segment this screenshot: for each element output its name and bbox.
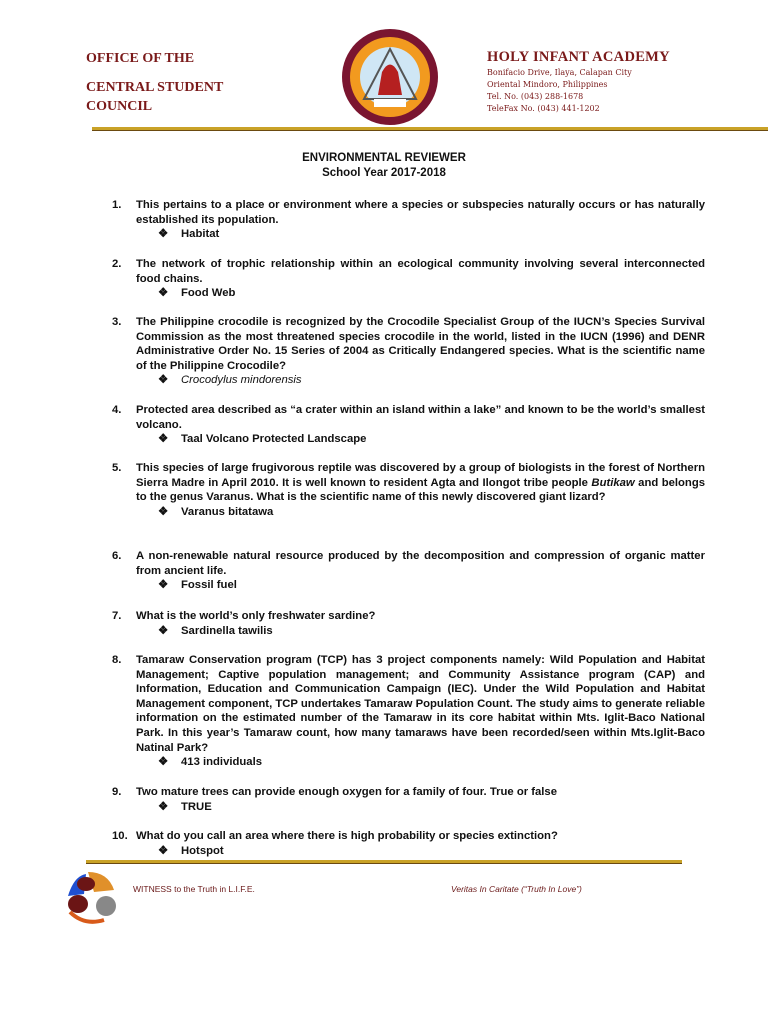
office-line-3: COUNCIL — [86, 99, 153, 114]
bullet-icon: ❖ — [158, 756, 169, 769]
answer — [158, 844, 705, 859]
question-number: 7. — [112, 610, 122, 622]
footer-latin-motto: Veritas In Caritate (“Truth In Love”) — [451, 884, 582, 894]
question-number: 3. — [112, 316, 122, 328]
document-title: ENVIRONMENTAL REVIEWER — [302, 152, 466, 164]
question-number: 5. — [112, 462, 122, 474]
answer — [158, 755, 705, 770]
question-number: 4. — [112, 404, 122, 416]
question-number: 10. — [112, 830, 128, 842]
question-text — [136, 461, 705, 505]
footer-motto: WITNESS to the Truth in L.I.F.E. — [133, 884, 255, 894]
question-item — [112, 609, 705, 638]
answer — [158, 286, 705, 301]
school-seal-logo — [340, 27, 440, 127]
bullet-icon: ❖ — [158, 374, 169, 387]
question-item — [112, 403, 705, 447]
question-item — [112, 461, 705, 519]
answer-text: Habitat — [181, 228, 220, 241]
answer — [158, 373, 705, 388]
question-number: 1. — [112, 199, 122, 211]
document-subtitle: School Year 2017-2018 — [322, 167, 446, 179]
bullet-icon: ❖ — [158, 433, 169, 446]
answer-text: Sardinella tawilis — [181, 624, 273, 637]
bullet-icon: ❖ — [158, 624, 169, 637]
answer-text: 413 individuals — [181, 756, 262, 769]
question-text: Protected area described as “a crater within an island within a lake” and known to be the world’s smallest volcano. — [136, 404, 705, 431]
question-number: 2. — [112, 258, 122, 270]
bullet-icon: ❖ — [158, 579, 169, 592]
bullet-icon: ❖ — [158, 228, 169, 241]
question-item — [112, 653, 705, 770]
question-number: 8. — [112, 654, 122, 666]
answer-text: TRUE — [181, 800, 212, 813]
bullet-icon: ❖ — [158, 844, 169, 857]
school-name: HOLY INFANT ACADEMY — [487, 49, 670, 65]
answer — [158, 578, 705, 593]
fax-line: TeleFax No. (043) 441-1202 — [487, 104, 600, 113]
phone-line: Tel. No. (043) 288-1678 — [487, 92, 584, 101]
question-number: 9. — [112, 786, 122, 798]
address-line: Oriental Mindoro, Philippines — [487, 80, 608, 89]
office-line-2: CENTRAL STUDENT — [86, 80, 224, 95]
header-divider — [92, 127, 768, 131]
question-text: Two mature trees can provide enough oxygen for a family of four. True or false — [136, 786, 558, 798]
answer-text: Fossil fuel — [181, 579, 237, 592]
question-text-part: This species of large frugivorous reptile was discovered by a group of biologists in the forest of Northern Sierra Madre in April 2010. It is well known to resident Agta and Ilongot tribe people — [136, 462, 705, 489]
bullet-icon: ❖ — [158, 800, 169, 813]
question-item — [112, 549, 705, 593]
footer-divider — [86, 860, 682, 864]
question-item — [112, 315, 705, 388]
answer — [158, 432, 705, 447]
question-text-part: and belongs to the genus Varanus. What is the scientific name of this newly discovered giant lizard? — [136, 476, 705, 504]
question-text-italic: Butikaw — [591, 476, 635, 489]
bullet-icon: ❖ — [158, 505, 169, 518]
question-item — [112, 829, 705, 858]
answer — [158, 624, 705, 639]
answer — [158, 227, 705, 242]
answer — [158, 505, 705, 520]
answer-text: Crocodylus mindorensis — [181, 374, 302, 387]
question-item — [112, 257, 705, 301]
question-text: This pertains to a place or environment where a species or subspecies naturally occurs or has naturally established its population. — [136, 199, 705, 226]
question-text: Tamaraw Conservation program (TCP) has 3 project components namely: Wild Population and Habitat Management; Captive population management; and Community Assistance program (CAP) and Information, Education and Communication Campaign (IEC). Under the Wild Population and Habitat Management component, TCP undertakes Tamaraw Population Count. The study aims to generate reliable information on the estimated number of the Tamaraw in its core habitat within Mts. Iglit-Baco National Park. In this year’s Tamaraw count, how many tamaraws have been recorded/seen within Mts.Iglit-Baco Natinal Park? — [136, 654, 705, 754]
answer-text: Food Web — [181, 287, 236, 300]
question-text: A non-renewable natural resource produced by the decomposition and compression of organic matter from ancient life. — [136, 550, 705, 577]
address-line: Bonifacio Drive, Ilaya, Calapan City — [487, 68, 632, 77]
answer-text: Varanus bitatawa — [181, 505, 274, 518]
bullet-icon: ❖ — [158, 287, 169, 300]
question-text: What is the world’s only freshwater sardine? — [136, 610, 376, 622]
footer-logo — [64, 868, 120, 924]
question-text: The network of trophic relationship within an ecological community involving several interconnected food chains. — [136, 258, 705, 285]
answer — [158, 800, 705, 815]
question-text: What do you call an area where there is high probability or species extinction? — [136, 830, 558, 842]
answer-text: Hotspot — [181, 844, 224, 857]
question-text: The Philippine crocodile is recognized by the Crocodile Specialist Group of the IUCN’s Species Survival Commission as the most threatened species crocodile in the world, listed in the IUCN (1996) and DENR Administrative Order No. 15 Series of 2004 as Critically Endangered species. What is the scientific name of the Philippine Crocodile? — [136, 316, 705, 372]
question-number: 6. — [112, 550, 122, 562]
answer-text: Taal Volcano Protected Landscape — [181, 433, 367, 446]
office-line-1: OFFICE OF THE — [86, 51, 195, 66]
question-item — [112, 785, 705, 814]
question-item — [112, 198, 705, 242]
